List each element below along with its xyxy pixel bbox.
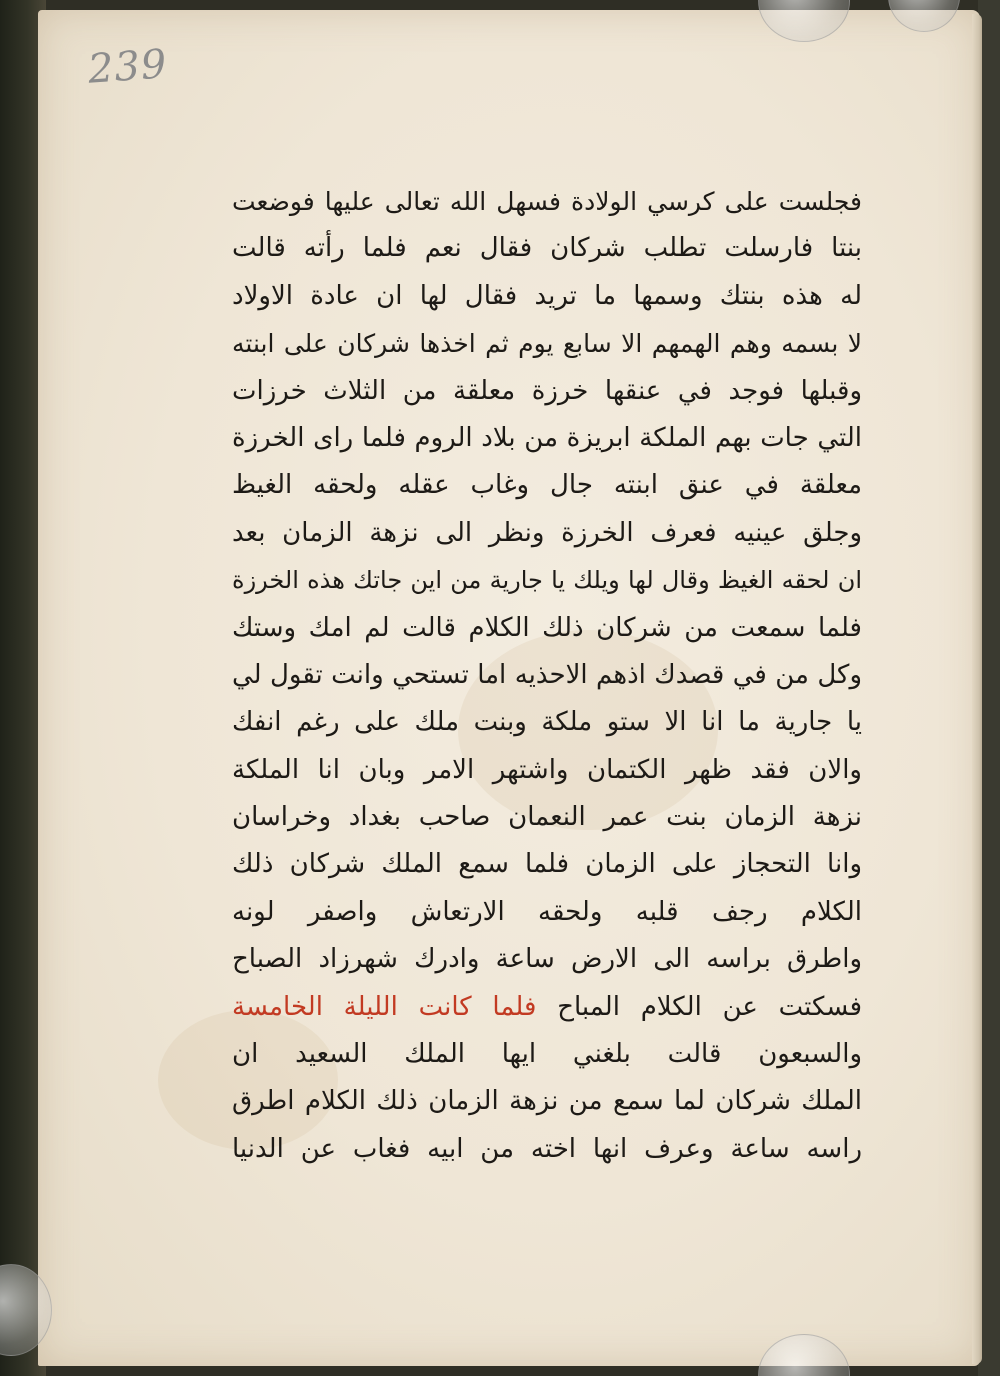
manuscript-line — [232, 462, 862, 509]
manuscript-line — [232, 1126, 862, 1173]
manuscript-line — [232, 652, 862, 699]
page-fold-edge — [972, 14, 982, 1364]
line-text: راسه ساعة وعرف انها اخته من ابيه فغاب عن الدنيا — [232, 1133, 862, 1164]
manuscript-line — [232, 1078, 862, 1125]
manuscript-line — [232, 368, 862, 415]
manuscript-line — [232, 320, 862, 367]
line-text: واطرق براسه الى الارض ساعة وادرك شهرزاد الصباح — [232, 944, 862, 975]
manuscript-line — [232, 936, 862, 983]
line-text: ان لحقه الغيظ وقال لها ويلك يا جارية من اين جاتك هذه الخرزة — [232, 566, 862, 595]
manuscript-line — [232, 178, 862, 225]
line-text: وكل من في قصدك اذهم الاحذيه اما تستحي وانت تقول لي — [232, 659, 862, 690]
manuscript-line — [232, 510, 862, 557]
line-text: نزهة الزمان بنت عمر النعمان صاحب بغداد وخراسان — [232, 802, 862, 833]
line-text: والسبعون قالت بلغني ايها الملك السعيد ان — [232, 1039, 862, 1070]
manuscript-text-block — [232, 178, 862, 1178]
manuscript-line — [232, 794, 862, 841]
manuscript-line — [232, 1031, 862, 1078]
line-text: الملك شركان لما سمع من نزهة الزمان ذلك الكلام اطرق — [232, 1086, 862, 1117]
line-text: الكلام رجف قلبه ولحقه الارتعاش واصفر لونه — [232, 896, 862, 927]
line-text: يا جارية ما انا الا ستو ملكة وبنت ملك على رغم انفك — [232, 707, 862, 738]
rubric-heading: فلما كانت الليلة الخامسة — [232, 991, 537, 1022]
manuscript-line — [232, 273, 862, 320]
line-text: فلما سمعت من شركان ذلك الكلام قالت لم امك وستك — [232, 612, 862, 643]
line-text: وجلق عينيه فعرف الخرزة ونظر الى نزهة الزمان بعد — [232, 517, 862, 548]
line-text: التي جات بهم الملكة ابريزة من بلاد الروم فلما راى الخرزة — [232, 422, 862, 453]
manuscript-line — [232, 889, 862, 936]
folio-number: 239 — [86, 41, 169, 93]
manuscript-line — [232, 747, 862, 794]
line-text: فجلست على كرسي الولادة فسهل الله تعالى عليها فوضعت — [232, 187, 862, 216]
manuscript-line — [232, 557, 862, 604]
line-text: لا بسمه وهم الهمهم الا سابع يوم ثم اخذها شركان على ابنته — [232, 329, 862, 359]
line-text: بنتا فارسلت تطلب شركان فقال نعم فلما رأته قالت — [232, 233, 862, 264]
line-text: معلقة في عنق ابنته جال وغاب عقله ولحقه الغيظ — [232, 470, 862, 501]
line-text: وقبلها فوجد في عنقها خرزة معلقة من الثلاث خرزات — [232, 375, 862, 406]
line-text: له هذه بنتك وسمها ما تريد فقال لها ان عادة الاولاد — [232, 280, 862, 311]
manuscript-line — [232, 984, 862, 1031]
line-text: والان فقد ظهر الكتمان واشتهر الامر وبان انا الملكة — [232, 754, 862, 785]
manuscript-line — [232, 605, 862, 652]
manuscript-line — [232, 225, 862, 272]
manuscript-line — [232, 841, 862, 888]
line-text: وانا التحجاز على الزمان فلما سمع الملك شركان ذلك — [232, 849, 862, 880]
manuscript-line — [232, 415, 862, 462]
manuscript-line — [232, 699, 862, 746]
line-text: فسكتت عن الكلام المباح — [557, 991, 862, 1022]
